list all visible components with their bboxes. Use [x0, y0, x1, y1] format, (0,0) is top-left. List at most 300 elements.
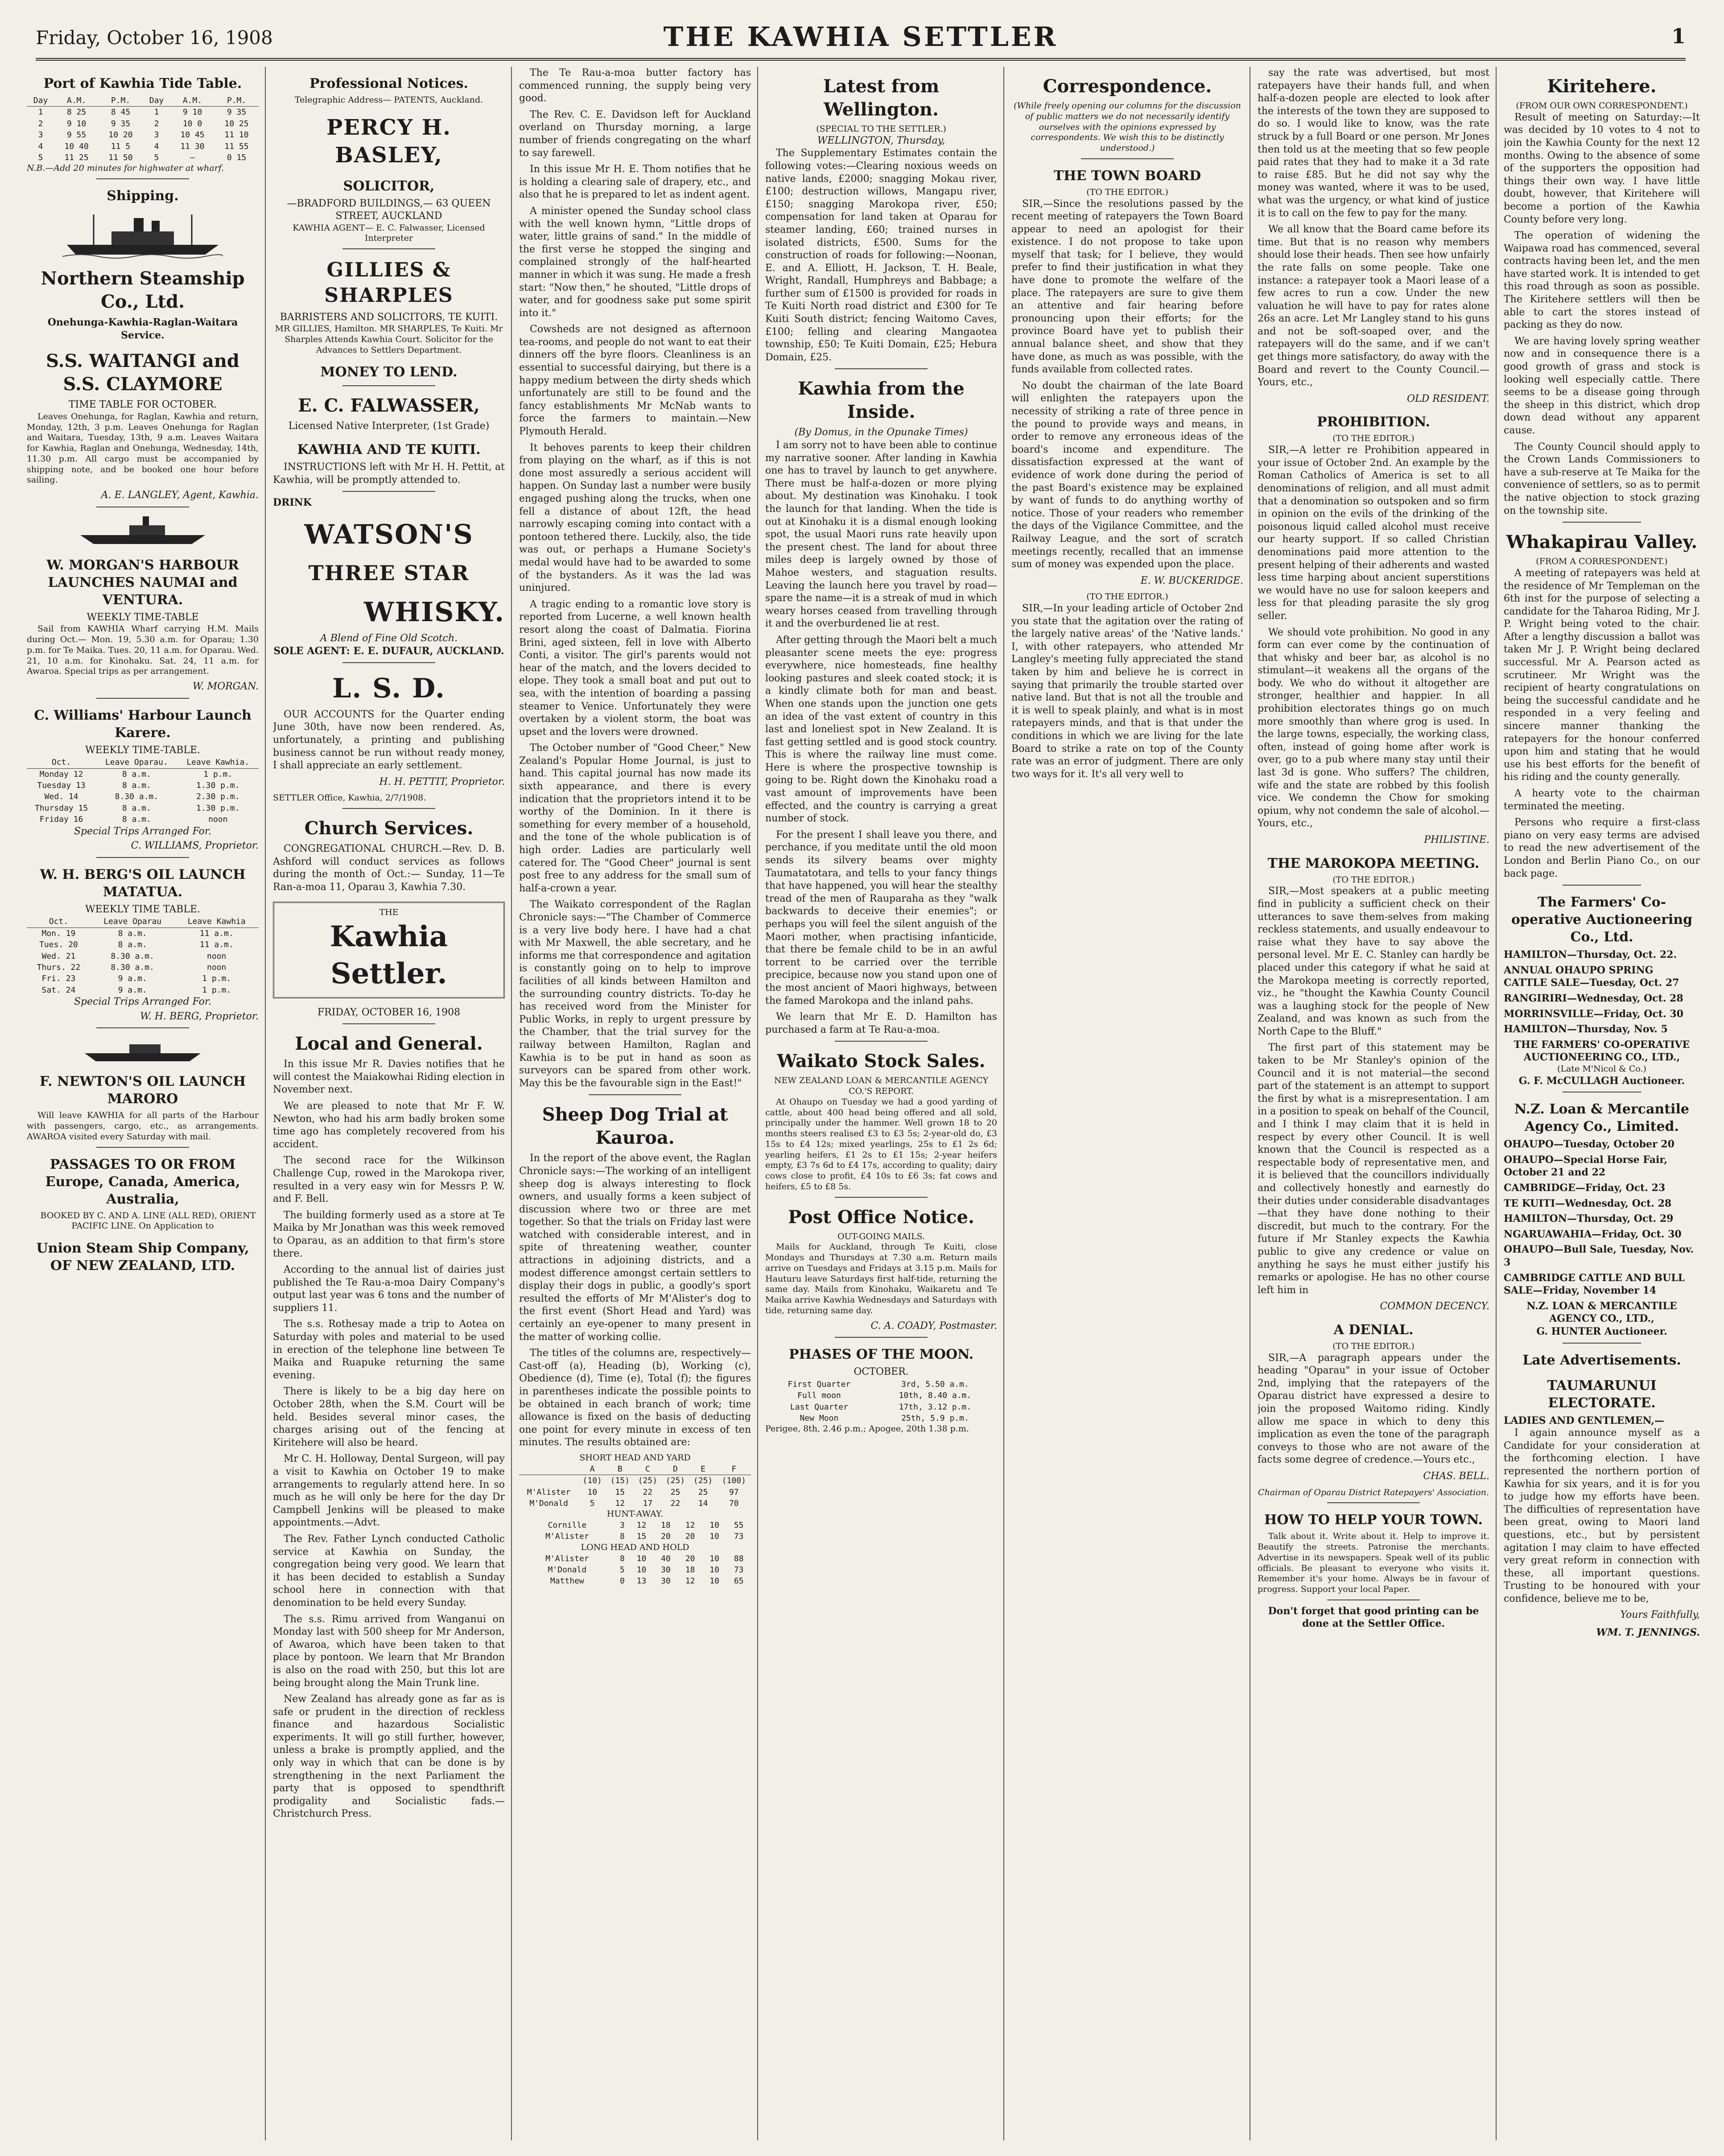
kiritehere-text: The operation of widening the Waipawa road has commenced, several contracts having been let, and the men have started work. It is intended to get this road through as soon as possible. The Kiritehere settlers will then be able to cart the stores instead of packing as they do now. — [1504, 230, 1700, 331]
watsons-agent: SOLE AGENT: E. E. DUFAUR, AUCKLAND. — [273, 645, 504, 657]
table-cell: 73 — [734, 1532, 744, 1542]
table-header-cell: Leave Oparau. — [96, 757, 177, 768]
shipping-heading: Shipping. — [107, 188, 179, 204]
watsons-whisky: WHISKY. — [364, 596, 505, 628]
stock-sales-sub: NEW ZEALAND LOAN & MERCANTILE AGENCY CO.'S REPORT. — [774, 1076, 989, 1097]
lsd-signature: H. H. PETTIT, Proprietor. — [379, 776, 505, 787]
table-row — [519, 1575, 751, 1587]
prohibition-text: We should vote prohibition. No good in any form can ever come by the continuation of that whisky and beer bar, as alcohol is no stimulant—it weakens all the organs of the body. We who do without it altogether are stronger, healthier and happier. In all prohibition electorates things go on much more smoothly than where grog is used. In the large towns, especially, the working class, often, instead of going home after work is over, go to a pub where many stay until their last 3d is gone. Who suffers? The children, wife and the state are robbed by this foolish vice. We condemn the Chow for smoking opium, why not condemn the sale of alcohol.—Yours, etc., — [1258, 627, 1489, 829]
farmers-coop-heading: The Farmers' Co-operative Auctioneering Co., Ltd. — [1511, 895, 1693, 945]
basley-telegraphic: Telegraphic Address— PATENTS, Auckland. — [294, 95, 483, 105]
table-row — [519, 1564, 751, 1575]
basley-name: PERCY H. BASLEY, — [326, 115, 451, 168]
passages-heading: PASSAGES TO OR FROM Europe, Canada, America, Australia, — [45, 1156, 240, 1207]
table-row — [27, 814, 259, 825]
news-item: It behoves parents to keep their children from playing on the wharf, as if this is not done most assuredly a serious accident will happen. On Sunday last a number were busily engaged pushing along the trucks, when one fell a distance of about 12ft, the head narrowly escaping coming into contact with a pontoon tethered there. Luckily, also, the tide was out, or perhaps a Humane Society's medal would have had to be awarded to some of the bystanders. As it was the lad was uninjured. — [519, 442, 751, 594]
table-cell: First Quarter — [788, 1379, 851, 1389]
basley-agent: KAWHIA AGENT— E. C. Falwasser, Licensed Interpreter — [293, 223, 485, 243]
watsons-blend: A Blend of Fine Old Scotch. — [320, 632, 458, 644]
table-row — [27, 928, 259, 939]
passages-text: BOOKED BY C. AND A. LINE (ALL RED), ORIENT PACIFIC LINE. On Application to — [40, 1210, 256, 1231]
basley-address: —BRADFORD BUILDINGS,— 63 QUEEN STREET, AUCKLAND — [287, 198, 491, 222]
table-header-cell: A.M. — [170, 95, 214, 107]
sale-line: TE KUITI—Wednesday, Oct. 28 — [1504, 1197, 1672, 1209]
column-5 — [1011, 67, 1243, 2140]
local-item: The building formerly used as a store at Te Maika by Mr Jonathan was this week removed to Oparau, as an addition to that firm's store there. — [273, 1209, 505, 1259]
table-cell: 9 35 — [227, 107, 247, 117]
table-cell: Thursday 15 — [34, 803, 88, 813]
church-text: CONGREGATIONAL CHURCH.—Rev. D. B. Ashford will conduct services as follows during the month of Oct.:— Sunday, 11—Te Ran-a-moa 11, Oparau 3, Kawhia 7.30. — [273, 843, 505, 893]
whakapirau-text: Persons who require a first-class piano on very easy terms are advised to read the new advertisement of the London and Berlin Piano Co., on our back page. — [1504, 817, 1700, 879]
table-row — [27, 791, 259, 802]
sale-line: MORRINSVILLE—Friday, Oct. 30 — [1504, 1008, 1683, 1020]
sale-line: NGARUAWAHIA—Friday, Oct. 30 — [1504, 1228, 1682, 1240]
local-item: The s.s. Rimu arrived from Wanganui on Monday last with 500 sheep for Mr Anderson, of Awaroa, which have been taken to that place by pontoon. We learn that Mr Brandon is also on the road with 250, but this lot are being brought along the Main Trunk line. — [273, 1613, 505, 1689]
table-cell: 0 — [620, 1576, 625, 1586]
table-header-cell: A — [578, 1463, 606, 1475]
table-cell: 3 — [620, 1521, 625, 1530]
local-item: According to the annual list of dairies just published the Te Rau-a-moa Dairy Company's output last year was 6 tons and the number of suppliers 11. — [273, 1264, 505, 1314]
table-cell: 9 10 — [66, 119, 87, 128]
table-row — [27, 803, 259, 814]
column-7 — [1504, 67, 1700, 2140]
table-cell: Last Quarter — [790, 1402, 848, 1412]
table-row — [27, 939, 259, 950]
table-cell: 70 — [729, 1498, 739, 1508]
table-cell: M'Alister — [545, 1554, 589, 1563]
sale-line: OHAUPO—Special Horse Fair, October 21 and 22 — [1504, 1154, 1667, 1179]
table-cell: 8 a.m. — [122, 781, 151, 791]
table-cell: 11 30 — [180, 141, 205, 151]
sheep-dog-text: The titles of the columns are, respectively—Cast-off (a), Heading (b), Working (c), Obedience (d), Time (e), Total (f); the figures in parentheses indicate the possible points to be obtained in each branch of work; time allowance is fixed on the basis of deducting one point for every minute in excess of ten minutes. The results obtained are: — [519, 1348, 751, 1448]
falwasser-title: Licensed Native Interpreter, (1st Grade) — [288, 420, 490, 432]
philistine-signature: PHILISTINE. — [1424, 834, 1489, 845]
morgan-timetable: WEEKLY TIME-TABLE — [87, 611, 199, 623]
table-cell: 5 — [154, 153, 159, 162]
help-town-text: Talk about it. Write about it. Help to improve it. Beautify the streets. Patronise the merchants. Advertise in its newspapers. Speak well of its public officials. Be pleasant to everyone who visits it. Remember it's your home. Always be in favour of progress. Support your local Paper. — [1258, 1531, 1489, 1595]
watsons-name: WATSON'S — [304, 519, 474, 550]
farmers-coop-late: (Late M'Nicol & Co.) — [1557, 1064, 1646, 1074]
table-cell: 14 — [698, 1498, 708, 1508]
table-cell: 11 55 — [224, 141, 249, 151]
lsd-text: OUR ACCOUNTS for the Quarter ending June 30th, have now been rendered. As, unfortunately, a printing and publishing business cannot be run without ready money, I shall appreciate an early settlement. — [273, 709, 505, 771]
column-1 — [27, 67, 259, 2140]
correspondence-note: (While freely opening our columns for the discussion of public matters we do not necessarily identify ourselves with the opinions expressed by correspondents. We wish this to be distinctly understood.) — [1014, 101, 1241, 153]
nss-ships: S.S. WAITANGI and S.S. CLAYMORE — [46, 350, 239, 395]
local-item: We are pleased to note that Mr F. W. Newton, who had his arm badly broken some time ago has completely recovered from his accident. — [273, 1100, 505, 1150]
table-cell: 2 — [154, 119, 159, 128]
kiritehere-heading: Kiritehere. — [1547, 76, 1657, 97]
table-cell: 0 15 — [227, 153, 247, 162]
table-cell: 10 0 — [182, 119, 202, 128]
farmers-coop-signature: G. F. McCULLAGH Auctioneer. — [1518, 1075, 1685, 1087]
hunt-away-title: HUNT-AWAY. — [606, 1509, 664, 1519]
column-4 — [765, 67, 997, 2140]
table-cell: 8 a.m. — [122, 815, 151, 824]
table-cell: 22 — [643, 1487, 653, 1497]
whakapirau-text: A meeting of ratepayers was held at the residence of Mr Templeman on the 6th inst for the purpose of selecting a candidate for the Taharoa Riding, Mr J. P. Wright being voted to the chair. After a lengthy discussion a ballot was taken Mr J. P. Wright being declared successful. Mr A. Pearson acted as scrutineer. Mr Wright was the recipient of hearty congratulations on being the successful candidate and he responded in a very feeling and sincere manner thanking the ratepayers for the honour conferred upon him and stating that he would use his best efforts for the benefit of his riding and the county generally. — [1504, 567, 1700, 783]
table-header-cell: P.M. — [214, 95, 259, 107]
local-item: The s.s. Rothesay made a trip to Aotea on Saturday with poles and material to be used in erection of the telephone line between Te Maika and Ruapuke returning the same evening. — [273, 1319, 505, 1381]
news-item: The Waikato correspondent of the Raglan Chronicle says:—"The Chamber of Commerce is a very live body here. I have had a chat with Mr Maxwell, the able secretary, and he informs me that correspondence and agitation is constantly going on to help to improve facilities of all kinds between Hamilton and the surrounding country districts. To-day he has received word from the Minister for Public Works, in reply to urgent pressure by the Chamber, that the trial survey for the railway between Hamilton, Raglan and Kawhia is to be put in hand as soon as surveyors can be spared from other work. May this be the favourable sign in the East!" — [519, 899, 751, 1089]
marokopa-heading: THE MAROKOPA MEETING. — [1267, 855, 1480, 871]
long-head-table — [519, 1553, 751, 1587]
table-row — [519, 1498, 751, 1509]
williams-table — [27, 757, 259, 825]
page-number: 1 — [1671, 24, 1686, 48]
local-item: The second race for the Wilkinson Challenge Cup, rowed in the Marokopa river, resulted in a very easy win for Messrs P. W. and F. Bell. — [273, 1155, 505, 1205]
table-cell: 8 a.m. — [122, 803, 151, 813]
table-cell: 11 10 — [224, 130, 249, 140]
table-cell: 12 — [685, 1521, 695, 1530]
short-head-title: SHORT HEAD AND YARD — [579, 1452, 691, 1463]
sale-line: ANNUAL OHAUPO SPRING CATTLE SALE—Tuesday, Oct. 27 — [1504, 964, 1679, 989]
taumarunui-greeting: LADIES AND GENTLEMEN,— — [1504, 1414, 1664, 1426]
table-row — [519, 1520, 751, 1531]
church-services-heading: Church Services. — [304, 818, 474, 839]
kawhia-inside-text: After getting through the Maori belt a much pleasanter scene meets the eye: progress everywhere, nice homesteads, fine healthy looking pastures and sleek coated stock; it is a kindly climate both for man and beast. When one stands upon the junction one gets an idea of the vast extent of country in this last and loneliest spot in New Zealand. It is fast getting settled and is good stock country. This is where the railway line must come. Here is where the prospective township is going to be. Right down the Kinohaku road a vast amount of improvements have been effected, and the country is carrying a great number of stock. — [765, 634, 997, 824]
sheep-dog-text: In the report of the above event, the Raglan Chronicle says:—The working of an intelligent sheep dog is always interesting to flock owners, and usually forms a keen subject of discussion where two or three are met together. So that the trials on Friday last were watched with considerable interest, and in spite of threatening weather, counter attractions in adjoining districts, and a modest difference amongst certain settlers to display their dogs in public, a goodly's sport resulted the efforts of Mr M'Alister's dog to the first event (Short Head and Yard) was certainly an eye-opener to many present in the matter of working collie. — [519, 1153, 751, 1343]
table-cell: 25th, 5.9 p.m. — [901, 1413, 969, 1423]
wellington-sub: (SPECIAL TO THE SETTLER.) — [816, 124, 946, 134]
table-cell: noon — [207, 962, 227, 972]
table-cell: 10 — [709, 1576, 719, 1586]
table-cell: 10 — [636, 1565, 647, 1575]
chas-bell-signature: CHAS. BELL. — [1423, 1471, 1489, 1482]
table-cell: Mon. 19 — [41, 928, 76, 938]
table-cell: 10 — [709, 1532, 719, 1542]
column-rule — [1003, 67, 1004, 2140]
kawhia-inside-sub: (By Domus, in the Opunake Times) — [794, 427, 968, 438]
kiritehere-sub: (FROM OUR OWN CORRESPONDENT.) — [1516, 101, 1688, 111]
long-head-title: LONG HEAD AND HOLD — [581, 1542, 689, 1552]
table-row — [27, 985, 259, 996]
nss-timetable: TIME TABLE FOR OCTOBER. — [68, 399, 217, 411]
table-cell: 9 a.m. — [118, 985, 147, 995]
table-cell: 8 25 — [66, 107, 87, 117]
table-cell: 88 — [734, 1554, 744, 1563]
help-town-heading: HOW TO HELP YOUR TOWN. — [1264, 1512, 1483, 1528]
table-cell: Wed. 21 — [41, 951, 76, 961]
table-cell: 5 — [620, 1565, 625, 1575]
table-cell: Friday 16 — [39, 815, 83, 824]
table-cell: 11 a.m. — [199, 928, 234, 938]
table-cell: 8.30 a.m. — [111, 962, 154, 972]
table-cell: 1.30 p.m. — [196, 803, 240, 813]
table-cell: Matthew — [550, 1576, 584, 1586]
table-cell: 12 — [685, 1576, 695, 1586]
whakapirau-sub: (FROM A CORRESPONDENT.) — [1536, 557, 1668, 567]
sheep-dog-trial-heading: Sheep Dog Trial at Kauroa. — [542, 1104, 728, 1149]
kawhia-inside-text: We learn that Mr E. D. Hamilton has purchased a farm at Te Rau-a-moa. — [765, 1011, 997, 1035]
prohibition-heading: PROHIBITION. — [1317, 414, 1430, 430]
table-cell: 5 — [38, 153, 43, 162]
table-cell: Cornille — [548, 1521, 587, 1530]
morgan-text: Sail from KAWHIA Wharf carrying H.M. Mails during Oct.— Mon. 19, 5.30 a.m. for Oparau; 1.30 p.m. for Te Maika. Tues. 20, 11 a.m. for Oparau. Wed. 21, 10 a.m. for Kinohaku. Sat. 24, 11 a.m. for Awaroa. Special trips as per arrangement. — [27, 624, 259, 676]
letter-to-editor: (TO THE EDITOR.) — [1332, 1341, 1415, 1351]
table-header-cell: C — [634, 1463, 661, 1475]
table-cell: 10 — [636, 1554, 647, 1563]
morgan-signature: W. MORGAN. — [192, 681, 259, 693]
table-cell: 18 — [661, 1521, 671, 1530]
table-cell: 9 a.m. — [118, 974, 147, 984]
table-cell: M'Alister — [527, 1487, 571, 1497]
denial-text: SIR,—A paragraph appears under the heading "Oparau" in your issue of October 2nd, implying that the ratepayers of the Oparau district have expressed a desire to join the proposed Waitomo riding. Kindly allow me space in which to deny this implication as even the tone of the paragraph conveys to those who are not aware of the facts some degree of credence.—Yours etc., — [1258, 1352, 1489, 1466]
stock-sales-heading: Waikato Stock Sales. — [777, 1051, 986, 1072]
taumarunui-heading: TAUMARUNUI ELECTORATE. — [1547, 1377, 1657, 1411]
late-advertisements-heading: Late Advertisements. — [1522, 1352, 1681, 1368]
table-cell: 13 — [636, 1576, 647, 1586]
williams-special: Special Trips Arranged For. — [74, 825, 212, 837]
table-cell: M'Donald — [529, 1498, 568, 1508]
table-cell: Fri. 23 — [41, 974, 76, 984]
whakapirau-text: A hearty vote to the chairman terminated the meeting. — [1504, 788, 1700, 812]
column-rule — [265, 67, 266, 2140]
table-cell: 8 a.m. — [118, 928, 147, 938]
whakapirau-heading: Whakapirau Valley. — [1506, 532, 1698, 553]
column-rule — [757, 67, 758, 2140]
local-item: There is likely to be a big day here on October 28th, when the S.M. Court will be held. Besides several minor cases, the charges arising out of the fencing at Kiritehere will also be heard. — [273, 1386, 505, 1448]
table-cell: 3 — [38, 130, 43, 140]
table-cell: 55 — [734, 1521, 744, 1530]
town-board-text: SIR,—Since the resolutions passed by the recent meeting of ratepayers the Town Board appear to need an apologist for their existence. I do not propose to take upon myself that task; for I believe, they would prefer to find their justification in what they have done to promote the welfare of the place. The ratepayers are sure to give them an attentive and fair hearing before pronouncing upon their efforts; for the province Board have yet to publish their annual balance sheet, and show that they have done, as much as was possible, with the funds available from collected rates. — [1011, 198, 1243, 375]
column-rule — [1496, 67, 1497, 2140]
sale-line: HAMILTON—Thursday, Oct. 22. — [1504, 949, 1677, 961]
prohibition-text: SIR,—A letter re Prohibition appeared in your issue of October 2nd. An example by the Roman Catholics of America is set to all denominations of religion, and all must admit that a denomination so outspoken and so firm in opinion on the evils of the drinking of the poisonous liquid called alcohol must receive our hearty support. If so called Christian denominations paid more attention to the present helping of their adherents and wasted less time harping about ancient superstitions we would have no use for saloon keepers and less for that pleading parasite the sly grog seller. — [1258, 445, 1489, 622]
post-office-heading: Post Office Notice. — [788, 1206, 974, 1228]
table-cell: 10 40 — [64, 141, 89, 151]
table-cell: 17th, 3.12 p.m. — [899, 1402, 972, 1412]
kiritehere-text: Result of meeting on Saturday:—It was decided by 10 votes to 4 not to join the Kawhia County for the next 12 months. Owing to the absence of some of the supporters the opposition had things their own way. I have little doubt, however, that Kiritehere will become a portion of the Kawhia County before very long. — [1504, 111, 1700, 225]
table-row — [765, 1379, 997, 1390]
table-cell: 8 a.m. — [118, 940, 147, 950]
table-cell: 17 — [643, 1498, 653, 1508]
table-cell: 10 — [709, 1521, 719, 1530]
hunt-away-table — [519, 1520, 751, 1542]
falwasser-text: INSTRUCTIONS left with Mr H. H. Pettit, at Kawhia, will be promptly attended to. — [273, 462, 505, 486]
nz-loan-name: N.Z. LOAN & MERCANTILE AGENCY CO., LTD., — [1526, 1300, 1677, 1325]
table-cell: 22 — [670, 1498, 681, 1508]
professional-notices-heading: Professional Notices. — [309, 76, 468, 91]
local-item: The Rev. Father Lynch conducted Catholic service at Kawhia on Sunday, the congregation being very good. We learn that it has been decided to establish a Sunday school here in connection with that denomination to be held every Sunday. — [273, 1533, 505, 1608]
kiritehere-text: We are having lovely spring weather now and in consequence there is a good growth of grass and stock is looking well especially cattle. There seems to be a disease going through the sheep in this district, which drop down dead without any apparent cause. — [1504, 335, 1700, 436]
table-row — [27, 118, 259, 129]
town-board-text: No doubt the chairman of the late Board will enlighten the ratepayers upon the necessity of striking a rate of three pence in the pound to provide ways and means, in order to remove any erroneous ideas of the board's income and expenditure. The dissatisfaction expressed at the want of evidence of work done during the period of the past Board's existence may be explained by want of funds to do anything worthy of notice. Those of your readers who remember the days of the Vigilance Committee, and the Railway League, and the sort of scratch meetings recently, recalled that an immense sum of money was expended upon the place. — [1011, 380, 1243, 570]
common-decency-signature: COMMON DECENCY. — [1380, 1301, 1489, 1312]
table-row — [27, 962, 259, 973]
table-cell: 4 — [38, 141, 43, 151]
gillies-text: MR GILLIES, Hamilton. MR SHARPLES, Te Kuiti. Mr Sharples Attends Kawhia Court. Solicitor for the Advances to Settlers Department. — [275, 324, 503, 355]
table-cell: (25) — [693, 1476, 713, 1486]
table-cell: 10 — [587, 1487, 598, 1497]
table-row — [27, 152, 259, 163]
table-cell: 4 — [154, 141, 159, 151]
table-row — [27, 951, 259, 962]
denial-heading: A DENIAL. — [1333, 1322, 1414, 1338]
gillies-sharples-name: GILLIES & SHARPLES — [324, 259, 454, 307]
table-row — [27, 141, 259, 152]
watsons-three-star: THREE STAR — [308, 561, 470, 585]
sale-line: OHAUPO—Tuesday, October 20 — [1504, 1138, 1675, 1150]
oil-launch-icon — [80, 1034, 205, 1065]
local-item: In this issue Mr R. Davies notifies that he will contest the Maiakowhai Riding election in November next. — [273, 1059, 505, 1096]
moon-month: OCTOBER. — [854, 1366, 909, 1378]
farmers-coop-name: THE FARMERS' CO-OPERATIVE AUCTIONEERING CO., LTD., — [1514, 1039, 1690, 1064]
table-cell: 1.30 p.m. — [196, 781, 240, 791]
table-cell: 8.30 a.m. — [115, 792, 159, 802]
basley-title: SOLICITOR, — [343, 178, 435, 194]
table-cell: 40 — [661, 1554, 671, 1563]
table-cell: 73 — [734, 1565, 744, 1575]
table-cell: 12 — [636, 1521, 647, 1530]
berg-timetable: WEEKLY TIME TABLE. — [85, 903, 201, 915]
table-cell: 10 — [709, 1554, 719, 1563]
table-row — [27, 780, 259, 791]
table-cell: Sat. 24 — [41, 985, 76, 995]
nss-company: Northern Steamship Co., Ltd. — [41, 268, 245, 313]
table-cell: 15 — [615, 1487, 625, 1497]
launch-icon — [76, 513, 210, 548]
letter-to-editor: (TO THE EDITOR.) — [1086, 187, 1168, 197]
moon-note: Perigee, 8th, 2.46 p.m.; Apogee, 20th 1.38 p.m. — [765, 1424, 969, 1434]
table-cell: 9 10 — [182, 107, 202, 117]
sale-line: HAMILTON—Thursday, Oct. 29 — [1504, 1213, 1674, 1225]
falwasser-name: E. C. FALWASSER, — [298, 395, 480, 416]
table-row — [519, 1553, 751, 1564]
nss-signature: A. E. LANGLEY, Agent, Kawhia. — [101, 490, 259, 501]
short-head-table — [519, 1463, 751, 1509]
nss-text: Leaves Onehunga, for Raglan, Kawhia and return, Monday, 12th, 3 p.m. Leaves Onehunga for Raglan and Waitara, Tuesday, 13th, 9 a.m. Leaves Waitara for Kawhia, Raglan and Onehunga, Wednesday, 14th, 11.30 p.m. All cargo must be accompanied by shipping note, and be booked one hour before sailing. — [27, 411, 259, 485]
table-cell — [519, 1475, 578, 1487]
table-header-cell: Leave Kawhia — [174, 916, 259, 928]
moon-table — [765, 1379, 997, 1424]
table-cell: Tues. 20 — [39, 940, 78, 950]
table-cell: 5 — [590, 1498, 595, 1508]
letter-to-editor: (TO THE EDITOR.) — [1086, 592, 1168, 602]
williams-signature: C. WILLIAMS, Proprietor. — [131, 840, 259, 852]
table-cell: 1 p.m. — [203, 769, 233, 779]
table-cell: 8 — [620, 1532, 625, 1542]
table-cell: 25 — [670, 1487, 681, 1497]
table-row — [765, 1402, 997, 1413]
letter-continued: We all know that the Board came before its time. But that is no reason why members should lose their heads. Then see how unfairly the rate falls on some people. Take one instance: a ratepayer took a Maori lease of a few acres to run a cow. Under the new valuation he will have to pay for rates alone 26s an acre. Let Mr Langley stand to his guns and not be soft-soaped over, and the ratepayers will do the same, and if we can't get things more satisfactory, do away with the Board and revert to the County Council.—Yours, etc., — [1258, 224, 1489, 388]
table-cell: 11 a.m. — [199, 940, 234, 950]
editorial-date: FRIDAY, OCTOBER 16, 1908 — [317, 1006, 461, 1018]
table-row — [765, 1413, 997, 1424]
table-cell: New Moon — [800, 1413, 839, 1423]
table-cell: 9 55 — [66, 130, 87, 140]
table-cell: M'Donald — [548, 1565, 587, 1575]
table-header-cell — [519, 1463, 578, 1475]
column-2 — [273, 67, 505, 2140]
marokopa-text: The first part of this statement may be taken to be Mr Stanley's opinion of the Council and it is not material—the second part of the statement is an attempt to support the first by what is a misrepresentation. I am in a position to speak on behalf of the Council, and I think I may claim that it is held in respect by every other Council. It is well known that the Council is respected as a respectable body of representative men, and it is believed that the councillors individually and collectively honestly and earnestly do their duties under considerable disadvantages—that they have done nothing to their discredit, but much to the contrary. For the future if Mr Stanley expects the Kawhia public to give any credence or value on anything he says he must either justify his remarks or apologise. He has no other course left him in — [1258, 1042, 1489, 1296]
post-office-sub: OUT-GOING MAILS. — [837, 1231, 925, 1241]
kiritehere-text: The County Council should apply to the Crown Lands Commissioners to have a sub-reserve at Te Maika for the convenience of settlers, so as to permit the native objection to stock grazing on the township site. — [1504, 441, 1700, 516]
wellington-text: The Supplementary Estimates contain the following votes:—Clearing noxious weeds on native lands, £2000; snagging Mokau river, £100; destruction willows, Mangapu river, £150; snagging Marokopa river, £50; compensation for land taken at Oparau for steamer landing, £60; trained nurses in isolated districts, £500. Sums for the construction of roads for following:—Noonan, E. and A. Elliott, H. Jackson, T. H. Beale, Wright, Randall, Humphreys and Babbage; a further sum of £1500 is provided for roads in Te Kuiti North road district and £300 for Te Kuiti South district; fencing Waitomo Caves, £100; felling and clearing Mangaotea township, £50; Te Kuiti Domain, £25; Hebura Domain, £25. — [765, 148, 997, 363]
table-header-cell: P.M. — [99, 95, 143, 107]
williams-timetable: WEEKLY TIME-TABLE. — [85, 744, 201, 756]
table-cell: 1 — [38, 107, 43, 117]
table-cell: noon — [208, 815, 228, 824]
table-cell: — — [190, 153, 195, 162]
table-cell: 25 — [698, 1487, 708, 1497]
falwasser-place: KAWHIA AND TE KUITI. — [297, 442, 481, 458]
table-cell: 11 5 — [111, 141, 131, 151]
morgan-launches: W. MORGAN'S HARBOUR LAUNCHES NAUMAI and VENTURA. — [46, 557, 239, 608]
table-cell: (25) — [665, 1476, 685, 1486]
editorial-masthead — [273, 902, 505, 998]
table-cell: (10) — [582, 1476, 602, 1486]
old-resident-signature: OLD RESIDENT. — [1406, 393, 1489, 404]
table-cell: 97 — [729, 1487, 739, 1497]
table-cell: 1 — [154, 107, 159, 117]
nz-loan-signature: G. HUNTER Auctioneer. — [1536, 1325, 1667, 1337]
marokopa-text: SIR,—Most speakers at a public meeting find in publicity a sufficient check on their utterances to save them-selves from making reckless statements, and usually endeavour to raise what they have to say above the personal level. Mr E. C. Stanley can hardly be placed under this category if what he said at the Marokopa meeting is correctly reported, viz., he "thought the Kawhia County Council was a laughing stock for the people of New Zealand, and was known as such from the North Cape to the Bluff." — [1258, 886, 1489, 1037]
table-cell: 8 45 — [111, 107, 131, 117]
table-row — [519, 1531, 751, 1542]
table-header-cell: Leave Oparau — [91, 916, 175, 928]
watsons-drink: DRINK — [273, 497, 312, 509]
table-row — [519, 1487, 751, 1498]
table-cell: 11 25 — [64, 153, 89, 162]
column-3 — [519, 67, 751, 2140]
wellington-dateline: WELLINGTON, Thursday, — [817, 135, 945, 146]
table-cell: 3 — [154, 130, 159, 140]
table-cell: Monday 12 — [39, 769, 83, 779]
money-to-lend: MONEY TO LEND. — [320, 364, 458, 380]
table-cell: 1 p.m. — [202, 985, 231, 995]
table-header-cell: D — [661, 1463, 689, 1475]
letter-to-editor: (TO THE EDITOR.) — [1332, 874, 1415, 885]
news-item: A tragic ending to a romantic love story is reported from Lucerne, a well known health resort along the coast of Dalmatia. Fiorina Brini, aged sixteen, fell in love with Alberto Conti, a visitor. The girl's parents would not hear of the match, and the lovers decided to elope. They took a small boat and put out to sea, with the intention of boarding a passing steamer to Venice. Unfortunately they were overtaken by a violent storm, the boat was upset and the lovers were drowned. — [519, 598, 751, 738]
table-cell: 9 35 — [111, 119, 131, 128]
column-rule — [511, 67, 512, 2140]
table-cell: 10 — [709, 1565, 719, 1575]
stock-sales-text: At Ohaupo on Tuesday we had a good yarding of cattle, about 400 head being offered and all sold, principally under the hammer. Well grown 18 to 20 months steers realised £3 to £3 5s; 2-year-old do, £3 15s to £4 12s; mixed yearlings, 25s to £1 2s 6d; yearling heifers, £1 2s to £1 15s; 2-year heifers empty, £3 7s 6d to £4 17s, according to quality; dairy cows close to profit, £4 10s to £6 3s; fat cows and heifers, £5 to £8 5s. — [765, 1097, 997, 1191]
table-cell: noon — [207, 951, 227, 961]
news-item: Cowsheds are not designed as afternoon tea-rooms, and people do not want to eat their dinners off the byre floors. Cleanliness is an essential to successful dairying, but there is a happy medium between the dirty sheds which unfortunately are still to be found and the fancy establishments Mr McNab wants to force the farmers to maintain.—New Plymouth Herald. — [519, 324, 751, 437]
post-office-signature: C. A. COADY, Postmaster. — [870, 1320, 997, 1332]
sale-line: HAMILTON—Thursday, Nov. 5 — [1504, 1023, 1668, 1035]
tide-table-title: Port of Kawhia Tide Table. — [43, 76, 242, 91]
table-cell: 10 25 — [224, 119, 249, 128]
table-row — [765, 1390, 997, 1401]
table-cell: 20 — [661, 1532, 671, 1542]
berg-launch: W. H. BERG'S OIL LAUNCH MATATUA. — [40, 866, 246, 900]
nz-loan-heading: N.Z. Loan & Mercantile Agency Co., Limited. — [1514, 1101, 1689, 1135]
table-cell: 8.30 a.m. — [111, 951, 154, 961]
table-cell: Thurs. 22 — [37, 962, 81, 972]
gillies-title: BARRISTERS AND SOLICITORS, TE KUITI. — [280, 311, 498, 323]
table-cell: 8 — [620, 1554, 625, 1563]
taumarunui-sign-off: Yours Faithfully, — [1620, 1609, 1700, 1621]
table-cell: 15 — [636, 1532, 647, 1542]
williams-launch: C. Williams' Harbour Launch Karere. — [34, 707, 252, 741]
table-cell: 20 — [685, 1554, 695, 1563]
tide-note: N.B.—Add 20 minutes for highwater at wharf. — [27, 163, 224, 173]
table-cell: 8 a.m. — [122, 769, 151, 779]
table-header-cell: E — [689, 1463, 717, 1475]
table-cell: 65 — [734, 1576, 744, 1586]
table-cell: 10 45 — [180, 130, 205, 140]
table-cell: 2 — [38, 119, 43, 128]
masthead — [36, 18, 1686, 61]
table-cell: Wed. 14 — [44, 792, 78, 802]
table-row — [27, 129, 259, 140]
table-cell: 12 — [615, 1498, 625, 1508]
table-cell: 3rd, 5.50 a.m. — [901, 1379, 969, 1389]
berg-table — [27, 916, 259, 996]
